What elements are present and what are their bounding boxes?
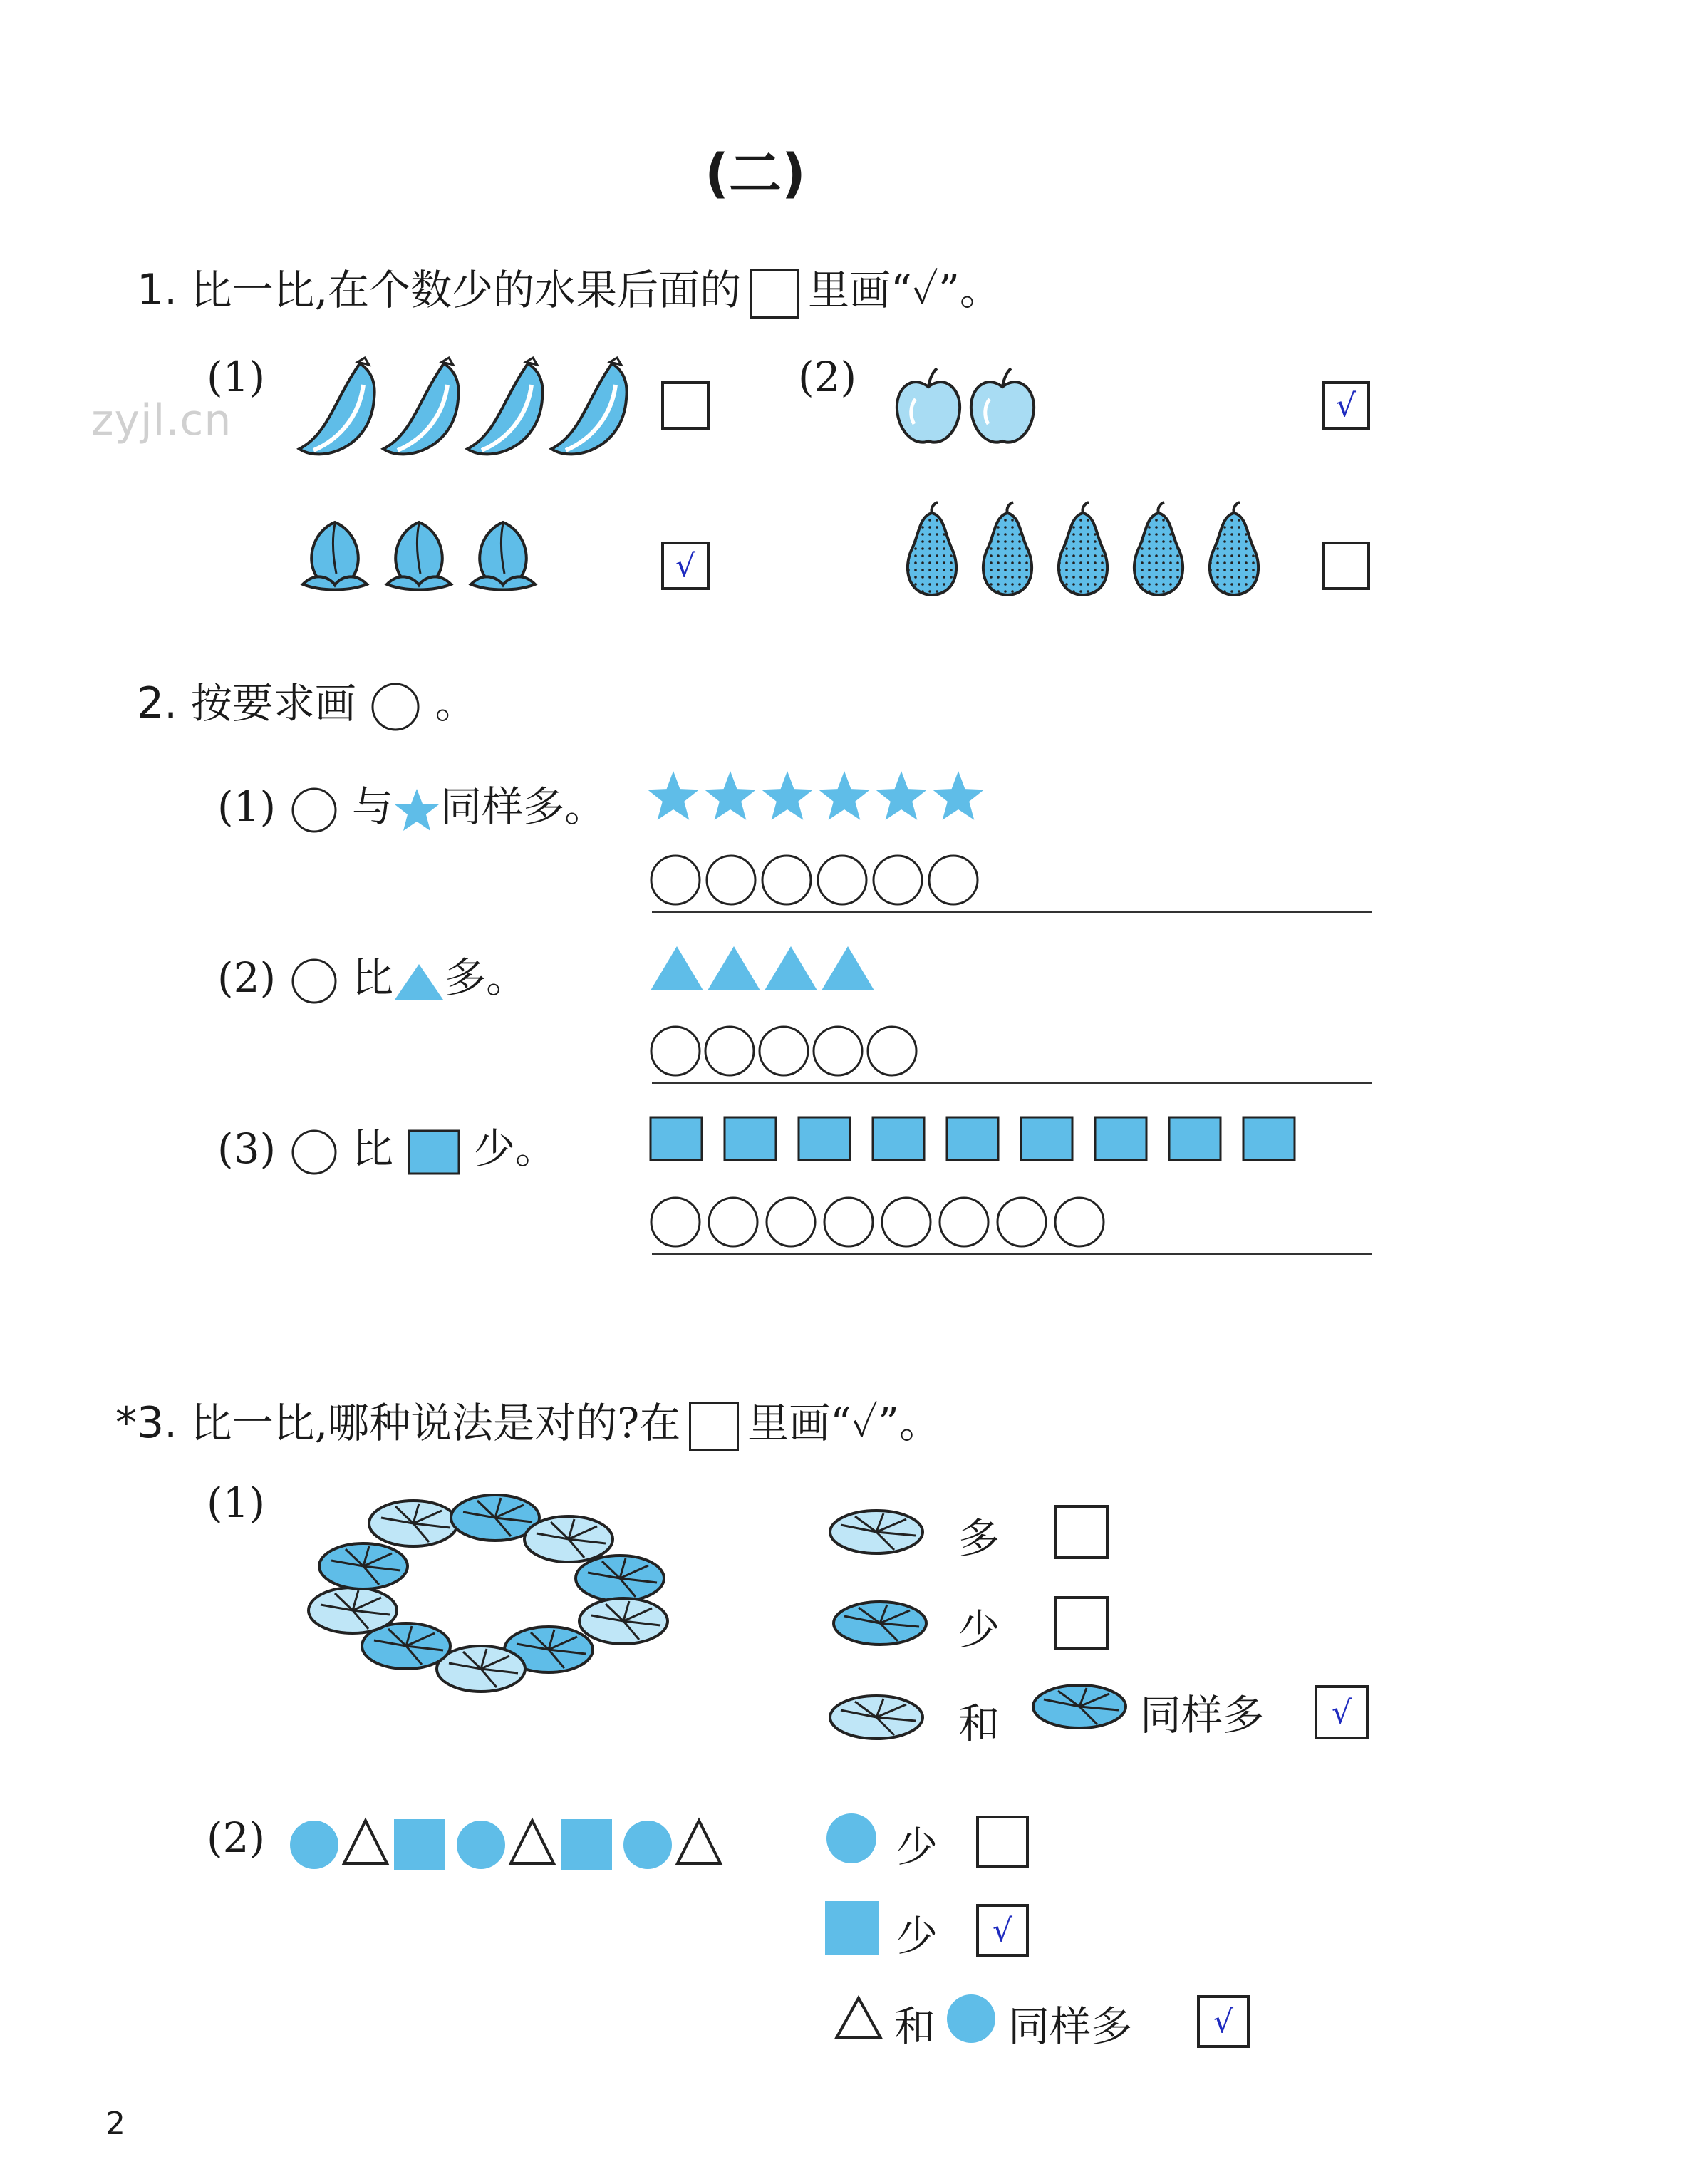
q3-number: *3. (115, 1398, 178, 1448)
q3-part1-label: (1) (207, 1479, 266, 1527)
pear-row (898, 502, 1282, 602)
q3-part2-label: (2) (207, 1813, 266, 1862)
square-icon (1095, 1117, 1146, 1160)
lily-pad-icon (319, 1543, 408, 1589)
drawn-circle (762, 856, 811, 904)
triangle-icon (822, 946, 874, 990)
drawn-circle (651, 856, 700, 904)
triangle-icon (708, 946, 760, 990)
q3-part1-option2-text: 少 (958, 1605, 1000, 1654)
pear-icon (1059, 502, 1107, 595)
q1-part2-label: (2) (798, 353, 857, 401)
q3-shape-sequence (289, 1813, 745, 1878)
star-icon (876, 771, 927, 820)
q3-text-before: 比一比,哪种说法是对的?在 (190, 1399, 681, 1447)
q1-text-after: 里画“✓”。 (808, 266, 1001, 314)
lily-pad-icon (576, 1556, 664, 1601)
q3-part1-option2-box[interactable] (1054, 1596, 1109, 1650)
page-number: 2 (105, 2106, 125, 2142)
drawn-circle (824, 1198, 873, 1246)
circle-filled-icon (457, 1821, 505, 1869)
circle-icon (289, 956, 339, 1006)
square-icon (651, 1117, 702, 1160)
q3-part1-option3-text-b: 同样多 (1140, 1691, 1265, 1739)
pear-icon (908, 502, 956, 595)
q2-triangle-row (645, 941, 930, 998)
apple-icon (897, 368, 960, 443)
q3-part2-option1-box[interactable] (976, 1816, 1029, 1868)
square-icon (725, 1117, 776, 1160)
circle-icon (369, 680, 422, 733)
q2-square-row (648, 1112, 1368, 1169)
q3-part2-option2-box[interactable]: √ (976, 1904, 1029, 1957)
star-icon (705, 771, 756, 820)
pear-icon (1134, 502, 1183, 595)
page-title: (二) (705, 143, 806, 205)
q3-part2-option2-text: 少 (896, 1912, 938, 1960)
q2-answer-line-3 (652, 1253, 1372, 1255)
q3-inline-box (689, 1402, 739, 1451)
peach-row (299, 517, 541, 595)
q2-part1-text-b: 同样多。 (440, 782, 606, 831)
drawn-circle (651, 1198, 700, 1246)
lily-pad-dark-icon (830, 1595, 930, 1652)
square-icon (873, 1117, 924, 1160)
circle-icon (289, 785, 339, 835)
banana-icon (551, 358, 627, 454)
q3-part2-option3-text-b: 同样多 (1008, 2002, 1133, 2051)
q2-part2-text-b: 多。 (445, 953, 528, 1002)
peach-icon (303, 522, 367, 590)
peach-icon (471, 522, 535, 590)
square-filled-icon (394, 1819, 445, 1870)
banana-icon (299, 358, 375, 454)
watermark: zyjl.cn (91, 395, 232, 445)
q2-text-end: 。 (435, 679, 477, 728)
circle-filled-icon (623, 1821, 672, 1869)
apple-row (894, 367, 1044, 449)
q1-part2-row1-box[interactable]: √ (1322, 381, 1370, 430)
q3-part1-option3-text-a: 和 (958, 1699, 1000, 1748)
q2-part2-text-a: 比 (352, 953, 394, 1002)
banana-icon (383, 358, 459, 454)
square-filled-icon (825, 1901, 879, 1955)
drawn-circle (767, 1198, 815, 1246)
drawn-circle (760, 1027, 808, 1075)
lily-pad-ring (306, 1482, 677, 1696)
star-icon (819, 771, 870, 820)
q3-part1-option1-text: 多 (958, 1514, 1000, 1563)
circle-filled-icon (290, 1821, 338, 1869)
drawn-circle (707, 856, 755, 904)
q2-part3-text-a: 比 (352, 1124, 394, 1173)
q1-heading (137, 257, 1001, 319)
q2-text: 按要求画 (190, 679, 356, 728)
q2-part1-label: (1) (217, 782, 276, 831)
square-icon (1243, 1117, 1295, 1160)
q3-part1-option3-box[interactable]: √ (1315, 1685, 1369, 1739)
star-icon (933, 771, 984, 820)
q1-number: 1. (137, 265, 178, 315)
drawn-circle (929, 856, 978, 904)
triangle-icon (393, 960, 445, 1003)
drawn-circle (940, 1198, 988, 1246)
q1-part1-row1-box[interactable] (661, 381, 710, 430)
q2-part1-text-a: 与 (352, 782, 394, 831)
lily-pad-icon (524, 1516, 613, 1562)
q2-part3-line (217, 1115, 556, 1177)
triangle-outline-icon (678, 1821, 720, 1863)
drawn-circle (882, 1198, 931, 1246)
q2-part2-line (217, 944, 527, 1006)
q1-text-before: 比一比,在个数少的水果后面的 (190, 266, 742, 314)
drawn-circle (709, 1198, 757, 1246)
q3-part2-option3-box[interactable]: √ (1197, 1995, 1250, 2048)
q2-answer-circles-2 (648, 1023, 1005, 1080)
drawn-circle (814, 1027, 862, 1075)
pear-icon (1210, 502, 1258, 595)
square-icon (407, 1129, 461, 1176)
drawn-circle (705, 1027, 754, 1075)
circle-icon (289, 1127, 339, 1177)
q1-part1-row2-box[interactable]: √ (661, 542, 710, 590)
star-icon (648, 771, 699, 820)
q1-part2-row2-box[interactable] (1322, 542, 1370, 590)
drawn-circle (997, 1198, 1046, 1246)
square-filled-icon (561, 1819, 612, 1870)
lily-pad-dark-icon (1030, 1678, 1129, 1735)
lily-pad-light-icon (826, 1689, 926, 1746)
q1-part1-label: (1) (207, 353, 266, 401)
q2-part3-label: (3) (217, 1124, 276, 1173)
square-icon (1169, 1117, 1221, 1160)
lily-pad-icon (309, 1588, 397, 1633)
q2-part1-line (217, 773, 606, 835)
star-icon (762, 771, 813, 820)
q2-part2-label: (2) (217, 953, 276, 1002)
q1-inline-box (750, 269, 799, 319)
square-icon (1021, 1117, 1072, 1160)
drawn-circle (868, 1027, 916, 1075)
q3-heading (115, 1389, 940, 1451)
q3-part2-option3-text-a: 和 (894, 2002, 936, 2051)
q2-part3-text-b: 少。 (473, 1124, 556, 1173)
banana-row (292, 356, 627, 463)
drawn-circle (874, 856, 922, 904)
star-icon (393, 787, 440, 834)
q2-heading (137, 670, 477, 733)
q2-answer-line-1 (652, 911, 1372, 913)
q3-part2-option1-text: 少 (896, 1823, 938, 1871)
drawn-circle (818, 856, 866, 904)
q2-answer-line-2 (652, 1082, 1372, 1084)
circle-filled-icon (823, 1810, 880, 1867)
drawn-circle (651, 1027, 700, 1075)
q2-answer-circles-3 (648, 1194, 1147, 1251)
q3-text-after: 里画“✓”。 (747, 1399, 940, 1447)
q2-answer-circles-1 (648, 852, 1005, 909)
lily-pad-icon (579, 1598, 668, 1644)
triangle-outline-icon (511, 1821, 554, 1863)
pear-icon (983, 502, 1032, 595)
lily-pad-light-icon (826, 1504, 926, 1561)
q2-number: 2. (137, 678, 178, 728)
q2-star-row (645, 766, 1001, 830)
peach-icon (387, 522, 451, 590)
lily-pad-icon (369, 1501, 457, 1546)
drawn-circle (1055, 1198, 1104, 1246)
square-icon (799, 1117, 850, 1160)
square-icon (947, 1117, 998, 1160)
triangle-outline-icon (834, 1995, 883, 2041)
q3-part1-option1-box[interactable] (1054, 1505, 1109, 1559)
banana-icon (467, 358, 543, 454)
triangle-outline-icon (344, 1821, 387, 1863)
apple-icon (971, 368, 1034, 443)
circle-filled-icon (944, 1992, 998, 2046)
triangle-icon (651, 946, 703, 990)
triangle-icon (765, 946, 817, 990)
